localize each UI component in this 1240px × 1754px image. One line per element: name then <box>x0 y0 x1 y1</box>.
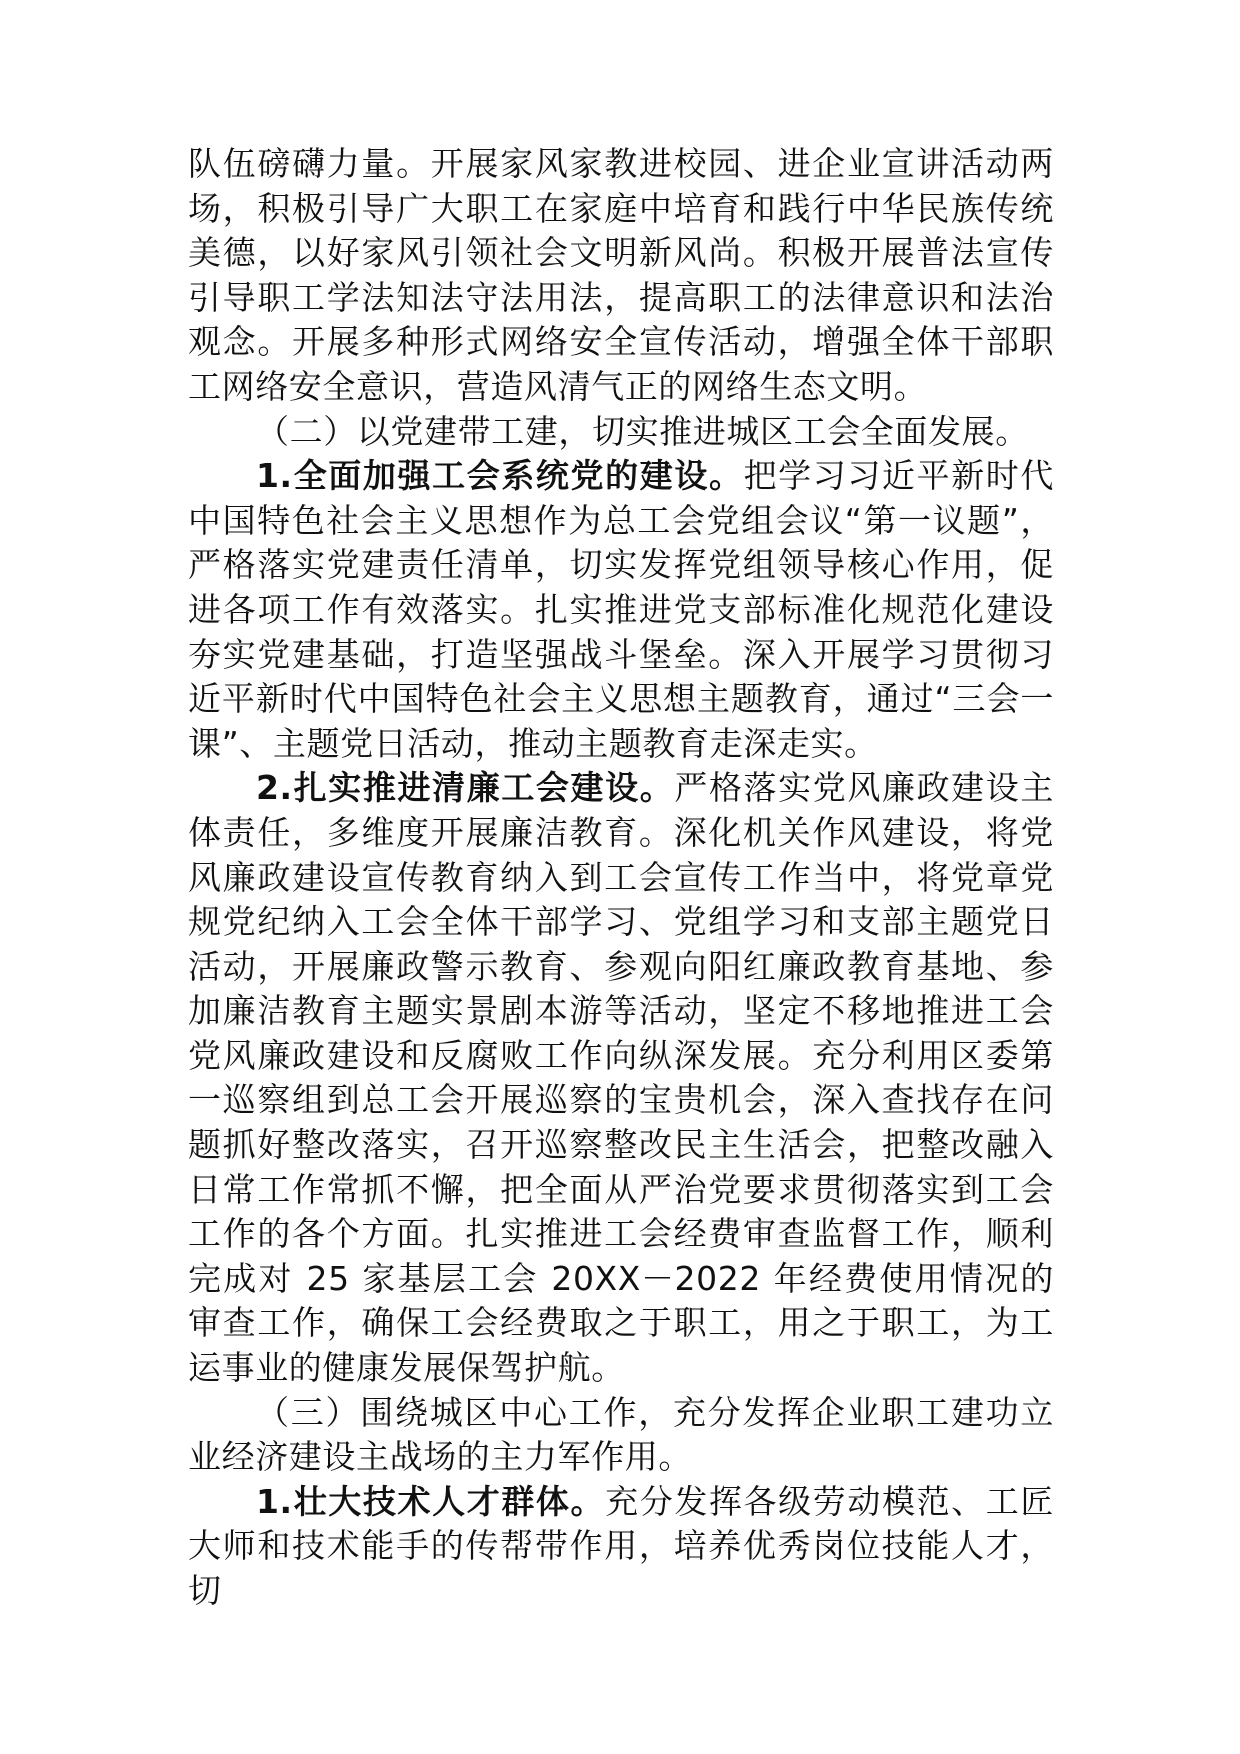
section-heading-text: （二）以党建带工建，切实推进城区工会全面发展。 <box>256 411 1029 451</box>
subheading-lead: 2.扎实推进清廉工会建设。 <box>256 768 675 808</box>
paragraph-body: 把学习习近平新时代中国特色社会主义思想作为总工会党组会议“第一议题”，严格落实党建责任清单，切实发挥党组领导核心作用，促进各项工作有效落实。扎实推进党支部标准化规范化建设夯实党建基础，打造坚强战斗堡垒。深入开展学习贯彻习近平新时代中国特色社会主义思想主题教育，通过“三会一课”、主题党日活动，推动主题教育走深走实。 <box>188 456 1054 763</box>
document-page <box>188 142 1054 1614</box>
paragraph-3 <box>188 454 1054 766</box>
paragraph-1 <box>188 142 1054 410</box>
section-heading-text: （三）围绕城区中心工作，充分发挥企业职工建功立业经济建设主战场的主力军作用。 <box>188 1392 1054 1477</box>
section-heading-3 <box>188 1391 1054 1480</box>
paragraph-body: 队伍磅礴力量。开展家风家教进校园、进企业宣讲活动两场，积极引导广大职工在家庭中培育和践行中华民族传统美德，以好家风引领社会文明新风尚。积极开展普法宣传引导职工学法知法守法用法，提高职工的法律意识和法治观念。开展多种形式网络安全宣传活动，增强全体干部职工网络安全意识，营造风清气正的网络生态文明。 <box>188 144 1054 406</box>
subheading-lead: 1.壮大技术人才群体。 <box>256 1481 606 1521</box>
section-heading-2 <box>188 410 1054 455</box>
paragraph-body: 充分发挥各级劳动模范、工匠大师和技术能手的传帮带作用，培养优秀岗位技能人才，切 <box>188 1481 1054 1610</box>
subheading-lead: 1.全面加强工会系统党的建设。 <box>256 456 744 496</box>
paragraph-body: 严格落实党风廉政建设主体责任，多维度开展廉洁教育。深化机关作风建设，将党风廉政建设宣传教育纳入到工会宣传工作当中，将党章党规党纪纳入工会全体干部学习、党组学习和支部主题党日活动，开展廉政警示教育、参观向阳红廉政教育基地、参加廉洁教育主题实景剧本游等活动，坚定不移地推进工会党风廉政建设和反腐败工作向纵深发展。充分利用区委第一巡察组到总工会开展巡察的宝贵机会，深入查找存在问题抓好整改落实，召开巡察整改民主生活会，把整改融入日常工作常抓不懈，把全面从严治党要求贯彻落实到工会工作的各个方面。扎实推进工会经费审查监督工作，顺利完成对 25 家基层工会 20XX－2022 年经费使用情况的审查工作，确保工会经费取之于职工，用之于职工，为工运事业的健康发展保驾护航。 <box>188 768 1054 1388</box>
paragraph-4 <box>188 766 1054 1390</box>
paragraph-6 <box>188 1480 1054 1614</box>
